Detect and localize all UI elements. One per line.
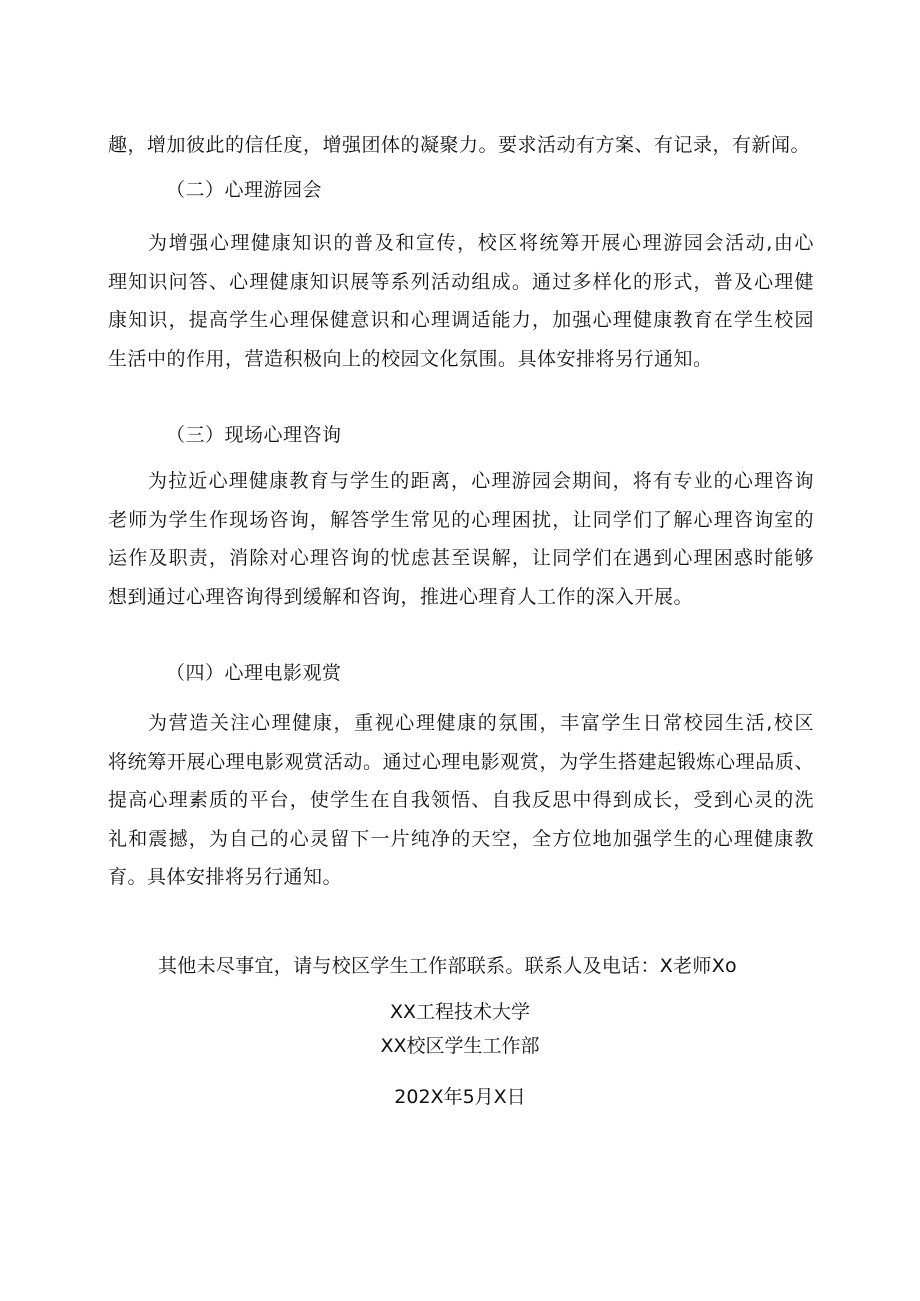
paragraph-line: 为增强心理健康知识的普及和宣传，校区将统筹开展心理游园会活动,由心 — [148, 232, 814, 254]
paragraph-line: 老师为学生作现场咨询，解答学生常见的心理困扰，让同学们了解心理咨询室的 — [108, 508, 814, 531]
section-3-paragraph — [108, 462, 814, 616]
paragraph-line: 提高心理素质的平台，使学生在自我领悟、自我反思中得到成长，受到心灵的洗 — [108, 789, 814, 811]
paragraph-line: 为营造关注心理健康，重视心理健康的氛围，丰富学生日常校园生活,校区 — [148, 712, 814, 734]
paragraph-line: 将统筹开展心理电影观赏活动。通过心理电影观赏，为学生搭建起锻炼心理品质、 — [108, 750, 814, 773]
paragraph-line: 礼和震撼，为自己的心灵留下一片纯净的天空，全方位地加强学生的心理健康教 — [108, 827, 814, 850]
closing-contact-line: 其他未尽事宜，请与校区学生工作部联系。联系人及电话：X老师Xo — [158, 955, 737, 977]
paragraph-line: 运作及职责，消除对心理咨询的忧虑甚至误解，让同学们在遇到心理困惑时能够 — [108, 547, 814, 569]
paragraph-line: 为拉近心理健康教育与学生的距离，心理游园会期间，将有专业的心理咨询 — [148, 470, 814, 492]
section-2-paragraph — [108, 224, 814, 378]
paragraph-line: 趣，增加彼此的信任度，增强团体的凝聚力。要求活动有方案、有记录，有新闻。 — [108, 134, 811, 156]
signature-organization: XX工程技术大学 — [389, 1001, 531, 1023]
paragraph-line: 生活中的作用，营造积极向上的校园文化氛围。具体安排将另行通知。 — [108, 347, 713, 370]
section-heading-2: （二）心理游园会 — [166, 179, 323, 201]
paragraph-line: 理知识问答、心理健康知识展等系列活动组成。通过多样化的形式，普及心理健 — [108, 270, 814, 293]
section-heading-3: （三）现场心理咨询 — [166, 424, 342, 446]
paragraph-line: 想到通过心理咨询得到缓解和咨询，推进心理育人工作的深入开展。 — [108, 585, 694, 608]
section-heading-4: （四）心理电影观赏 — [166, 662, 342, 684]
paragraph-line: 育。具体安排将另行通知。 — [108, 866, 343, 888]
signature-date: 202X年5月X日 — [394, 1086, 526, 1108]
intro-paragraph-tail — [108, 126, 814, 165]
section-4-paragraph — [108, 704, 814, 897]
paragraph-line: 康知识，提高学生心理保健意识和心理调适能力，加强心理健康教育在学生校园 — [108, 309, 814, 331]
signature-department: XX校区学生工作部 — [380, 1035, 540, 1057]
